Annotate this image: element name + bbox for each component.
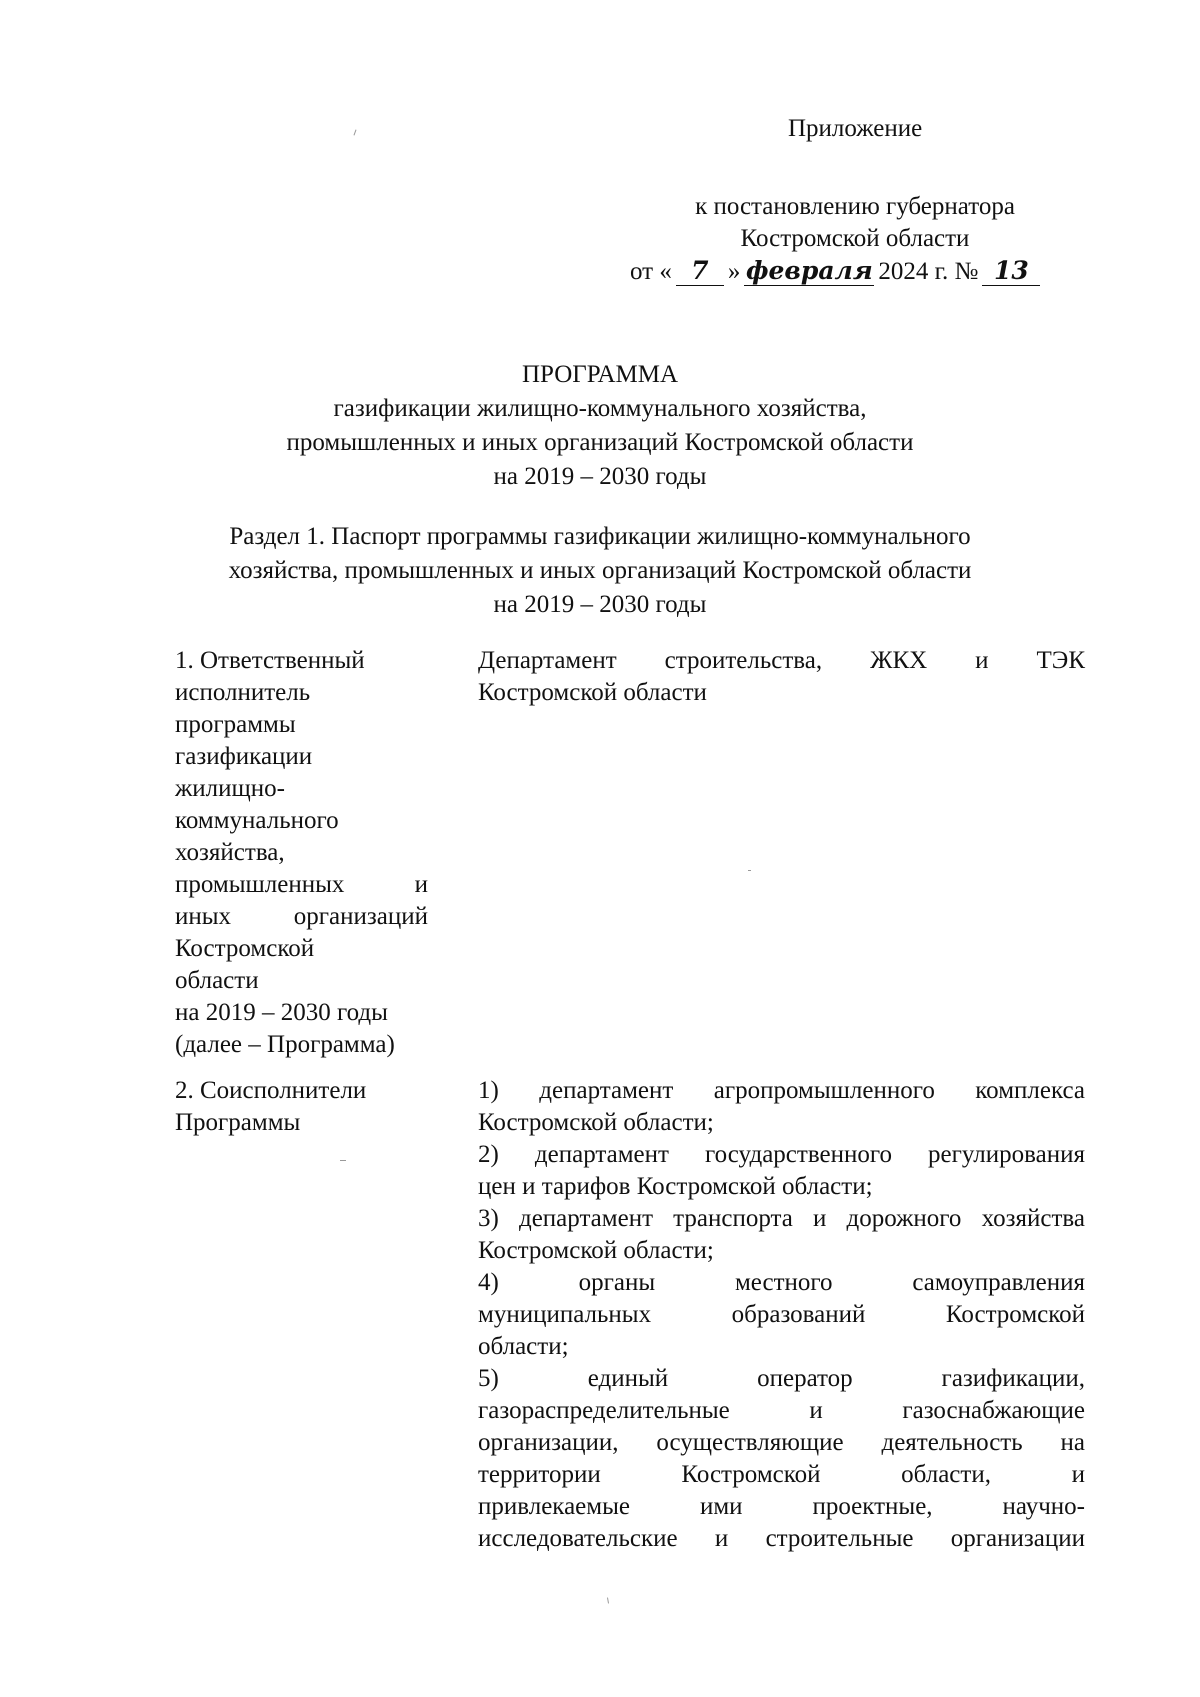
label-line: (далее – Программа) bbox=[175, 1031, 395, 1058]
label-line: исполнитель bbox=[175, 679, 311, 706]
section-heading-line: Раздел 1. Паспорт программы газификации жилищно-коммунального bbox=[229, 523, 971, 550]
item-line: Костромской области; bbox=[478, 1237, 714, 1264]
label-line: области bbox=[175, 967, 259, 994]
section-heading-line: хозяйства, промышленных и иных организаций Костромской области bbox=[228, 557, 972, 584]
item-line: 4) органы местного самоуправления bbox=[478, 1269, 1085, 1296]
label-line: Костромской bbox=[175, 935, 315, 962]
item-line: 2) департамент государственного регулирования bbox=[478, 1141, 1085, 1168]
label-line: 1. Ответственный bbox=[175, 647, 365, 674]
item-line: 5) единый оператор газификации, bbox=[478, 1365, 1085, 1392]
label-line: хозяйства, bbox=[175, 839, 285, 866]
item-line: привлекаемые ими проектные, научно- bbox=[478, 1493, 1085, 1520]
label-line: коммунального bbox=[175, 807, 339, 834]
passport-row-coexecutors bbox=[175, 1075, 1085, 1555]
row-label bbox=[175, 645, 428, 1075]
program-subtitle-line: на 2019 – 2030 годы bbox=[493, 463, 707, 490]
list-item bbox=[478, 1139, 1085, 1203]
scan-speck bbox=[607, 1597, 609, 1603]
list-item bbox=[478, 1203, 1085, 1267]
list-item bbox=[478, 1267, 1085, 1363]
value-line: Департамент строительства, ЖКХ и ТЭК bbox=[478, 647, 1085, 674]
scan-speck bbox=[354, 130, 357, 136]
item-line: цен и тарифов Костромской области; bbox=[478, 1173, 873, 1200]
value-line: Костромской области bbox=[478, 679, 707, 706]
program-subtitle-line: газификации жилищно-коммунального хозяйства, bbox=[333, 395, 867, 422]
section-heading-line: на 2019 – 2030 годы bbox=[493, 591, 707, 618]
label-line: программы bbox=[175, 711, 296, 738]
label-line: 2. Соисполнители bbox=[175, 1077, 367, 1104]
item-line: исследовательские и строительные организации bbox=[478, 1525, 1085, 1552]
scan-speck bbox=[340, 1160, 346, 1161]
list-item bbox=[478, 1363, 1085, 1555]
handwritten-day: 7 bbox=[676, 257, 724, 286]
item-line: Костромской области; bbox=[478, 1109, 714, 1136]
handwritten-doc-number: 13 bbox=[982, 257, 1040, 286]
label-line: газификации bbox=[175, 743, 313, 770]
date-mid: » bbox=[727, 258, 741, 285]
item-line: организации, осуществляющие деятельность на bbox=[478, 1429, 1085, 1456]
program-title: ПРОГРАММА bbox=[521, 361, 679, 388]
item-line: области; bbox=[478, 1333, 569, 1360]
label-line: Программы bbox=[175, 1109, 301, 1136]
item-line: 3) департамент транспорта и дорожного хозяйства bbox=[478, 1205, 1085, 1232]
item-line: муниципальных образований Костромской bbox=[478, 1301, 1085, 1328]
passport-table bbox=[175, 645, 1085, 1555]
passport-row-responsible bbox=[175, 645, 1085, 1075]
handwritten-month: февраля bbox=[745, 256, 873, 285]
scan-speck bbox=[748, 870, 751, 871]
item-line: газораспределительные и газоснабжающие bbox=[478, 1397, 1085, 1424]
label-line: иных организаций bbox=[175, 903, 428, 930]
date-prefix: от « bbox=[630, 258, 672, 285]
label-line: жилищно- bbox=[175, 775, 285, 802]
item-line: 1) департамент агропромышленного комплекса bbox=[478, 1077, 1085, 1104]
program-subtitle-line: промышленных и иных организаций Костромской области bbox=[286, 429, 914, 456]
program-title-block bbox=[180, 358, 1020, 494]
row-value bbox=[478, 645, 1085, 1075]
list-item bbox=[478, 1075, 1085, 1139]
item-line: территории Костромской области, и bbox=[478, 1461, 1085, 1488]
row-label bbox=[175, 1075, 428, 1555]
resolution-date-line bbox=[630, 255, 1040, 289]
row-value bbox=[478, 1075, 1085, 1555]
appendix-title: Приложение bbox=[788, 115, 923, 142]
resolution-line-1: к постановлению губернатора bbox=[695, 193, 1015, 220]
label-line: промышленных и bbox=[175, 871, 428, 898]
label-line: на 2019 – 2030 годы bbox=[175, 999, 388, 1026]
resolution-line-2: Костромской области bbox=[740, 225, 970, 252]
date-year: 2024 г. № bbox=[878, 258, 979, 285]
section-heading bbox=[180, 520, 1020, 622]
